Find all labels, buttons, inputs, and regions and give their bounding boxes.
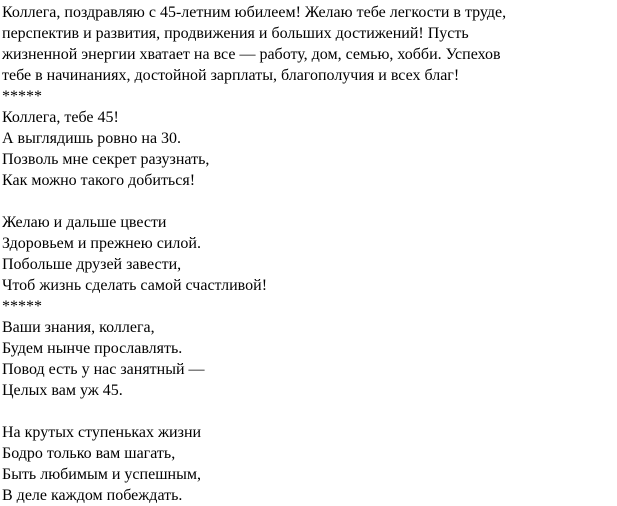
- poem-line: Будем нынче прославлять.: [2, 340, 183, 357]
- separator-stars: *****: [2, 88, 42, 105]
- poem-2-stanza-1: [2, 317, 614, 401]
- stanza-gap: [2, 401, 614, 422]
- poem-2-stanza-2: [2, 422, 614, 506]
- poem-1-stanza-1: [2, 107, 614, 191]
- poem-line: На крутых ступеньках жизни: [2, 424, 202, 441]
- poem-line: Желаю и дальше цвести: [2, 214, 167, 231]
- poem-line: Коллега, тебе 45!: [2, 109, 119, 126]
- document-body: [2, 2, 614, 506]
- poem-line: Ваши знания, коллега,: [2, 319, 155, 336]
- poem-1: [2, 107, 614, 296]
- intro-line: перспектив и развития, продвижения и больших достижений! Пусть: [2, 25, 469, 42]
- poem-line: А выглядишь ровно на 30.: [2, 130, 182, 147]
- poem-line: Целых вам уж 45.: [2, 382, 123, 399]
- poem-line: Побольше друзей завести,: [2, 256, 182, 273]
- poem-line: Позволь мне секрет разузнать,: [2, 151, 210, 168]
- poem-2: [2, 317, 614, 506]
- stanza-gap: [2, 191, 614, 212]
- poem-line: Повод есть у нас занятный —: [2, 361, 205, 378]
- poem-line: Здоровьем и прежнею силой.: [2, 235, 201, 252]
- poem-line: Чтоб жизнь сделать самой счастливой!: [2, 277, 268, 294]
- poem-1-stanza-2: [2, 212, 614, 296]
- poem-line: В деле каждом побеждать.: [2, 487, 183, 504]
- separator-stars: *****: [2, 298, 42, 315]
- intro-line: Коллега, поздравляю с 45-летним юбилеем! Желаю тебе легкости в труде,: [2, 4, 507, 21]
- intro-line: жизненной энергии хватает на все — работу, дом, семью, хобби. Успехов: [2, 46, 501, 63]
- intro-paragraph: [2, 2, 614, 86]
- poem-line: Быть любимым и успешным,: [2, 466, 201, 483]
- poem-line: Бодро только вам шагать,: [2, 445, 176, 462]
- intro-line: тебе в начинаниях, достойной зарплаты, благополучия и всех благ!: [2, 67, 460, 84]
- poem-line: Как можно такого добиться!: [2, 172, 196, 189]
